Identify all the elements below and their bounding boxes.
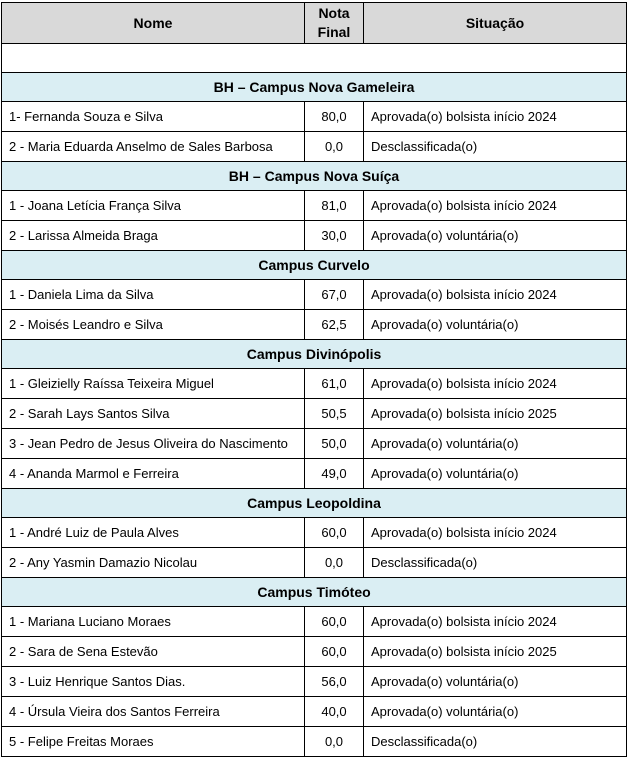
student-name: 5 - Felipe Freitas Moraes: [2, 727, 305, 757]
header-name: Nome: [2, 3, 305, 44]
campus-name: Campus Curvelo: [2, 251, 627, 280]
final-grade: 30,0: [305, 221, 364, 251]
campus-header-row: [2, 251, 627, 280]
blank-row: [2, 44, 627, 73]
header-row: [2, 3, 627, 44]
status: Aprovada(o) voluntária(o): [364, 221, 627, 251]
student-name: 1 - Joana Letícia França Silva: [2, 191, 305, 221]
student-name: 1 - Daniela Lima da Silva: [2, 280, 305, 310]
campus-header-row: [2, 578, 627, 607]
table-row: [2, 518, 627, 548]
table-row: [2, 637, 627, 667]
status: Aprovada(o) voluntária(o): [364, 429, 627, 459]
table-row: [2, 310, 627, 340]
final-grade: 60,0: [305, 518, 364, 548]
status: Aprovada(o) bolsista início 2025: [364, 399, 627, 429]
final-grade: 62,5: [305, 310, 364, 340]
status: Aprovada(o) voluntária(o): [364, 459, 627, 489]
status: Aprovada(o) bolsista início 2024: [364, 102, 627, 132]
final-grade: 60,0: [305, 637, 364, 667]
results-table: [1, 2, 627, 757]
final-grade: 40,0: [305, 697, 364, 727]
status: Desclassificada(o): [364, 132, 627, 162]
header-nota: [305, 3, 364, 44]
table-row: [2, 191, 627, 221]
student-name: 2 - Moisés Leandro e Silva: [2, 310, 305, 340]
campus-header-row: [2, 340, 627, 369]
status: Aprovada(o) bolsista início 2024: [364, 607, 627, 637]
table-row: [2, 102, 627, 132]
student-name: 2 - Sara de Sena Estevão: [2, 637, 305, 667]
student-name: 2 - Maria Eduarda Anselmo de Sales Barbosa: [2, 132, 305, 162]
table-body: [2, 44, 627, 757]
table-row: [2, 459, 627, 489]
table-row: [2, 399, 627, 429]
final-grade: 61,0: [305, 369, 364, 399]
final-grade: 80,0: [305, 102, 364, 132]
student-name: 4 - Úrsula Vieira dos Santos Ferreira: [2, 697, 305, 727]
student-name: 2 - Sarah Lays Santos Silva: [2, 399, 305, 429]
header-situacao: Situação: [364, 3, 627, 44]
campus-name: Campus Divinópolis: [2, 340, 627, 369]
student-name: 2 - Larissa Almeida Braga: [2, 221, 305, 251]
campus-header-row: [2, 489, 627, 518]
table-row: [2, 429, 627, 459]
final-grade: 50,0: [305, 429, 364, 459]
student-name: 1 - Mariana Luciano Moraes: [2, 607, 305, 637]
table-row: [2, 607, 627, 637]
final-grade: 81,0: [305, 191, 364, 221]
final-grade: 56,0: [305, 667, 364, 697]
blank-cell: [2, 44, 627, 73]
table-row: [2, 132, 627, 162]
table-row: [2, 221, 627, 251]
final-grade: 49,0: [305, 459, 364, 489]
status: Aprovada(o) voluntária(o): [364, 697, 627, 727]
status: Aprovada(o) bolsista início 2024: [364, 191, 627, 221]
status: Desclassificada(o): [364, 727, 627, 757]
campus-name: BH – Campus Nova Gameleira: [2, 73, 627, 102]
table-row: [2, 548, 627, 578]
table-row: [2, 727, 627, 757]
header-nota-line2: Final: [317, 24, 351, 40]
table-row: [2, 697, 627, 727]
status: Aprovada(o) bolsista início 2024: [364, 369, 627, 399]
campus-name: BH – Campus Nova Suíça: [2, 162, 627, 191]
status: Aprovada(o) bolsista início 2024: [364, 518, 627, 548]
status: Aprovada(o) bolsista início 2025: [364, 637, 627, 667]
status: Aprovada(o) voluntária(o): [364, 667, 627, 697]
student-name: 2 - Any Yasmin Damazio Nicolau: [2, 548, 305, 578]
student-name: 1- Fernanda Souza e Silva: [2, 102, 305, 132]
status: Desclassificada(o): [364, 548, 627, 578]
final-grade: 67,0: [305, 280, 364, 310]
table-row: [2, 667, 627, 697]
student-name: 4 - Ananda Marmol e Ferreira: [2, 459, 305, 489]
status: Aprovada(o) bolsista início 2024: [364, 280, 627, 310]
table-row: [2, 280, 627, 310]
student-name: 3 - Luiz Henrique Santos Dias.: [2, 667, 305, 697]
final-grade: 0,0: [305, 548, 364, 578]
student-name: 3 - Jean Pedro de Jesus Oliveira do Nascimento: [2, 429, 305, 459]
status: Aprovada(o) voluntária(o): [364, 310, 627, 340]
final-grade: 50,5: [305, 399, 364, 429]
header-nota-line1: Nota: [318, 5, 350, 21]
campus-header-row: [2, 162, 627, 191]
final-grade: 0,0: [305, 132, 364, 162]
final-grade: 0,0: [305, 727, 364, 757]
student-name: 1 - André Luiz de Paula Alves: [2, 518, 305, 548]
campus-name: Campus Timóteo: [2, 578, 627, 607]
campus-name: Campus Leopoldina: [2, 489, 627, 518]
campus-header-row: [2, 73, 627, 102]
student-name: 1 - Gleizielly Raíssa Teixeira Miguel: [2, 369, 305, 399]
final-grade: 60,0: [305, 607, 364, 637]
table-row: [2, 369, 627, 399]
